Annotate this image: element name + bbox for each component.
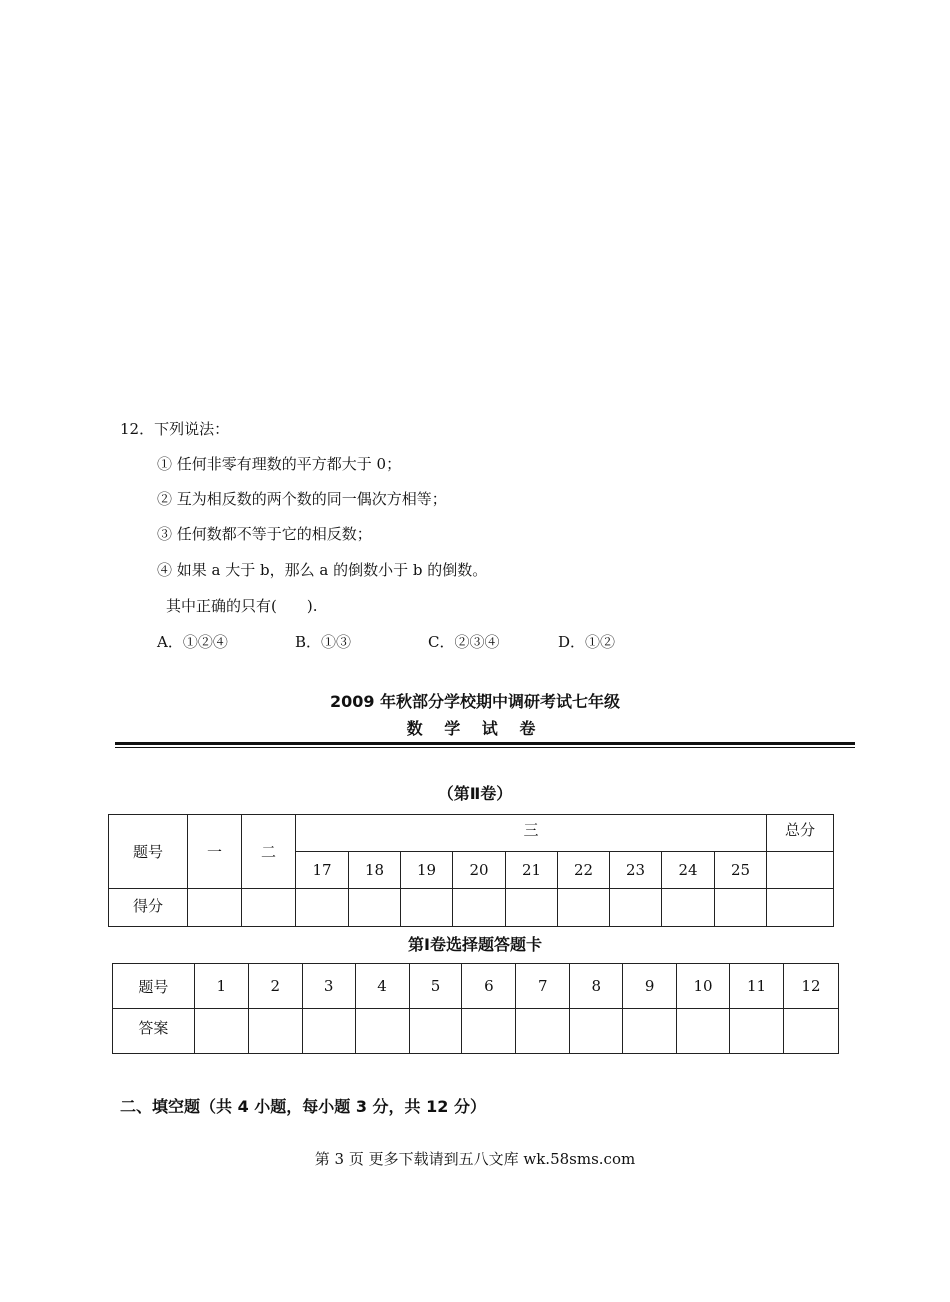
page-footer: 第 3 页 更多下载请到五八文库 wk.58sms.com xyxy=(314,1150,636,1168)
answer-card-number: 4 xyxy=(355,964,409,1009)
answer-cell xyxy=(409,1009,462,1054)
score-subnumber: 18 xyxy=(349,852,401,889)
score-cell xyxy=(188,889,242,927)
score-subnumber: 17 xyxy=(296,852,349,889)
answer-card-table xyxy=(112,963,839,1054)
header-rule-thick xyxy=(115,742,855,745)
statement-4: ④ 如果 a 大于 b，那么 a 的倒数小于 b 的倒数。 xyxy=(157,561,488,579)
section-2-heading: 二、填空题（共 4 小题，每小题 3 分，共 12 分） xyxy=(120,1097,486,1116)
question-12-prompt: 其中正确的只有( ). xyxy=(166,597,318,615)
statement-3: ③ 任何数都不等于它的相反数； xyxy=(157,525,372,543)
score-subnumber: 19 xyxy=(401,852,453,889)
score-cell xyxy=(401,889,453,927)
answer-cell xyxy=(677,1009,730,1054)
score-subnumber: 25 xyxy=(715,852,767,889)
statement-2: ② 互为相反数的两个数的同一偶次方相等； xyxy=(157,490,447,508)
score-cell xyxy=(296,889,349,927)
answer-card-header-label: 题号 xyxy=(113,964,195,1009)
score-cell xyxy=(662,889,715,927)
answer-cell xyxy=(516,1009,570,1054)
score-section-3: 三 xyxy=(296,815,767,852)
exam-subject: 数 学 试 卷 xyxy=(406,719,544,738)
answer-card-number: 11 xyxy=(730,964,784,1009)
answer-card-number: 3 xyxy=(302,964,355,1009)
score-cell xyxy=(242,889,296,927)
answer-cell xyxy=(730,1009,784,1054)
score-table xyxy=(108,814,834,927)
answer-card-number: 1 xyxy=(194,964,248,1009)
answer-cell xyxy=(194,1009,248,1054)
score-header-label: 题号 xyxy=(109,815,188,889)
answer-card-number: 7 xyxy=(516,964,570,1009)
option-c: C．②③④ xyxy=(428,633,500,651)
score-subnumber: 21 xyxy=(506,852,558,889)
score-cell xyxy=(715,889,767,927)
score-subnumber: 22 xyxy=(558,852,610,889)
answer-cell xyxy=(355,1009,409,1054)
score-cell xyxy=(558,889,610,927)
score-cell xyxy=(506,889,558,927)
statement-1: ① 任何非零有理数的平方都大于 0； xyxy=(157,455,402,473)
answer-cell xyxy=(570,1009,623,1054)
score-cell xyxy=(349,889,401,927)
answer-cell xyxy=(783,1009,838,1054)
answer-card-number: 12 xyxy=(783,964,838,1009)
answer-card-number: 8 xyxy=(570,964,623,1009)
answer-card-number: 6 xyxy=(462,964,516,1009)
answer-card-number: 9 xyxy=(623,964,677,1009)
answer-cell xyxy=(462,1009,516,1054)
score-section-1: 一 xyxy=(188,815,242,889)
option-b: B．①③ xyxy=(295,633,352,651)
answer-cell xyxy=(248,1009,302,1054)
score-subnumber: 23 xyxy=(610,852,662,889)
answer-card-number: 2 xyxy=(248,964,302,1009)
answer-card-title: 第Ⅰ卷选择题答题卡 xyxy=(408,935,542,954)
option-d: D．①② xyxy=(558,633,616,651)
exam-title: 2009 年秋部分学校期中调研考试七年级 xyxy=(329,692,621,711)
answer-card-answer-label: 答案 xyxy=(113,1009,195,1054)
score-row-label: 得分 xyxy=(109,889,188,927)
score-cell xyxy=(453,889,506,927)
answer-card-number: 5 xyxy=(409,964,462,1009)
score-subnumber: 24 xyxy=(662,852,715,889)
header-rule-thin xyxy=(115,747,855,748)
score-cell xyxy=(767,889,834,927)
score-total-label: 总分 xyxy=(767,815,834,852)
answer-card-number: 10 xyxy=(677,964,730,1009)
part-2-label: （第Ⅱ卷） xyxy=(437,784,513,803)
score-section-2: 二 xyxy=(242,815,296,889)
score-cell xyxy=(610,889,662,927)
question-12-stem: 12．下列说法： xyxy=(120,420,230,438)
option-a: A．①②④ xyxy=(157,633,228,651)
answer-cell xyxy=(623,1009,677,1054)
score-total-empty xyxy=(767,852,834,889)
score-subnumber: 20 xyxy=(453,852,506,889)
answer-cell xyxy=(302,1009,355,1054)
